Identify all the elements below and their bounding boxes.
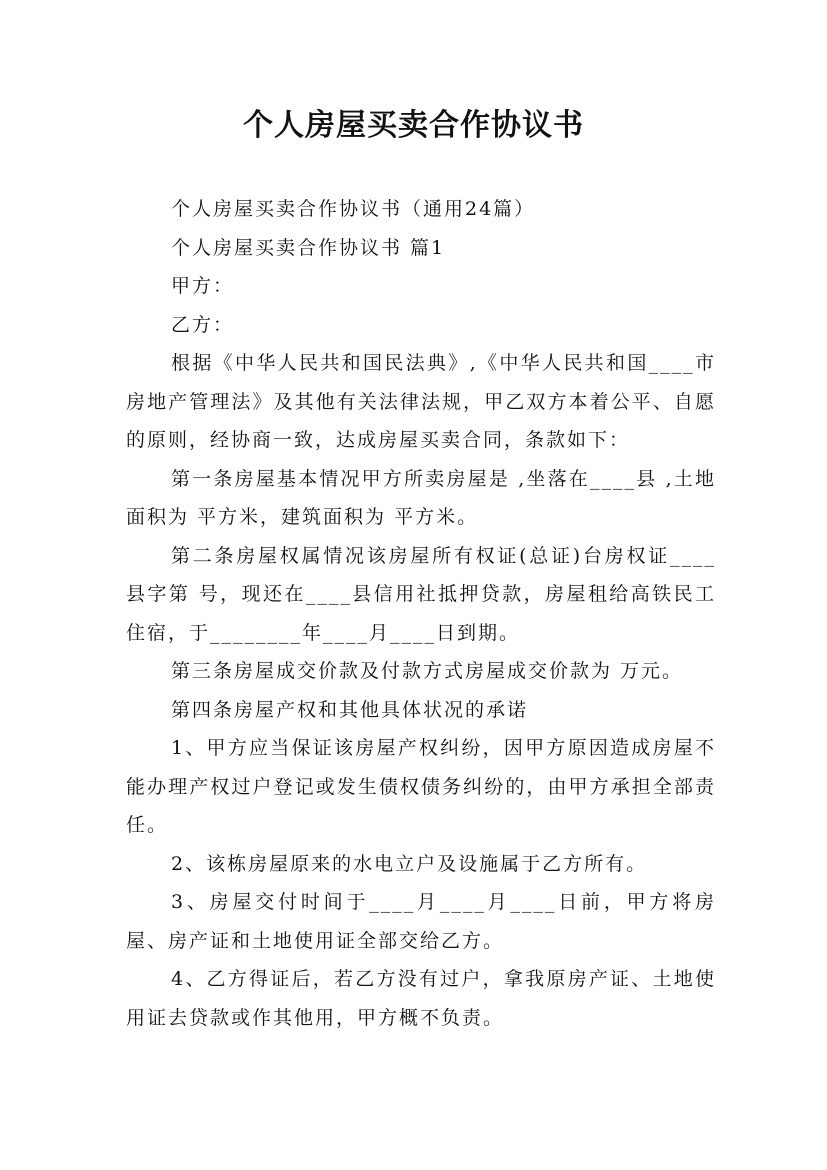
paragraph-item-3: 3、房屋交付时间于____月____月____日前，甲方将房屋、房产证和土地使用证全部交给乙方。 bbox=[126, 891, 716, 952]
paragraph-item-4: 4、乙方得证后，若乙方没有过户，拿我原房产证、土地使用证去贷款或作其他用，甲方概不负责。 bbox=[126, 968, 716, 1029]
paragraph-party-a: 甲方： bbox=[171, 275, 235, 297]
paragraph-article-4: 第四条房屋产权和其他具体状况的承诺 bbox=[171, 698, 529, 721]
document-title: 个人房屋买卖合作协议书 bbox=[243, 108, 584, 143]
paragraph-article-2: 第二条房屋权属情况该房屋所有权证(总证)台房权证____县字第 号，现还在____县信用社抵押贷款，房屋租给高铁民工住宿，于________年____月____日到期。 bbox=[126, 544, 716, 644]
paragraph-item-1: 1、甲方应当保证该房屋产权纠纷，因甲方原因造成房屋不能办理产权过户登记或发生债权债务纠纷的，由甲方承担全部责任。 bbox=[126, 737, 716, 836]
paragraph-collection-title: 个人房屋买卖合作协议书（通用24篇） bbox=[171, 198, 536, 220]
paragraph-item-2: 2、该栋房屋原来的水电立户及设施属于乙方所有。 bbox=[171, 852, 648, 875]
paragraph-section-heading: 个人房屋买卖合作协议书 篇1 bbox=[171, 236, 446, 259]
paragraph-party-b: 乙方： bbox=[171, 313, 235, 336]
paragraph-article-3: 第三条房屋成交价款及付款方式房屋成交价款为 万元。 bbox=[171, 660, 684, 682]
paragraph-article-1: 第一条房屋基本情况甲方所卖房屋是 ,坐落在____县 ,土地面积为 平方米，建筑面积为 平方米。 bbox=[126, 467, 716, 528]
document-body bbox=[126, 190, 716, 1037]
paragraph-preamble: 根据《中华人民共和国民法典》,《中华人民共和国____市房地产管理法》及其他有关法律法规，甲乙双方本着公平、自愿的原则，经协商一致，达成房屋买卖合同，条款如下： bbox=[126, 352, 716, 451]
